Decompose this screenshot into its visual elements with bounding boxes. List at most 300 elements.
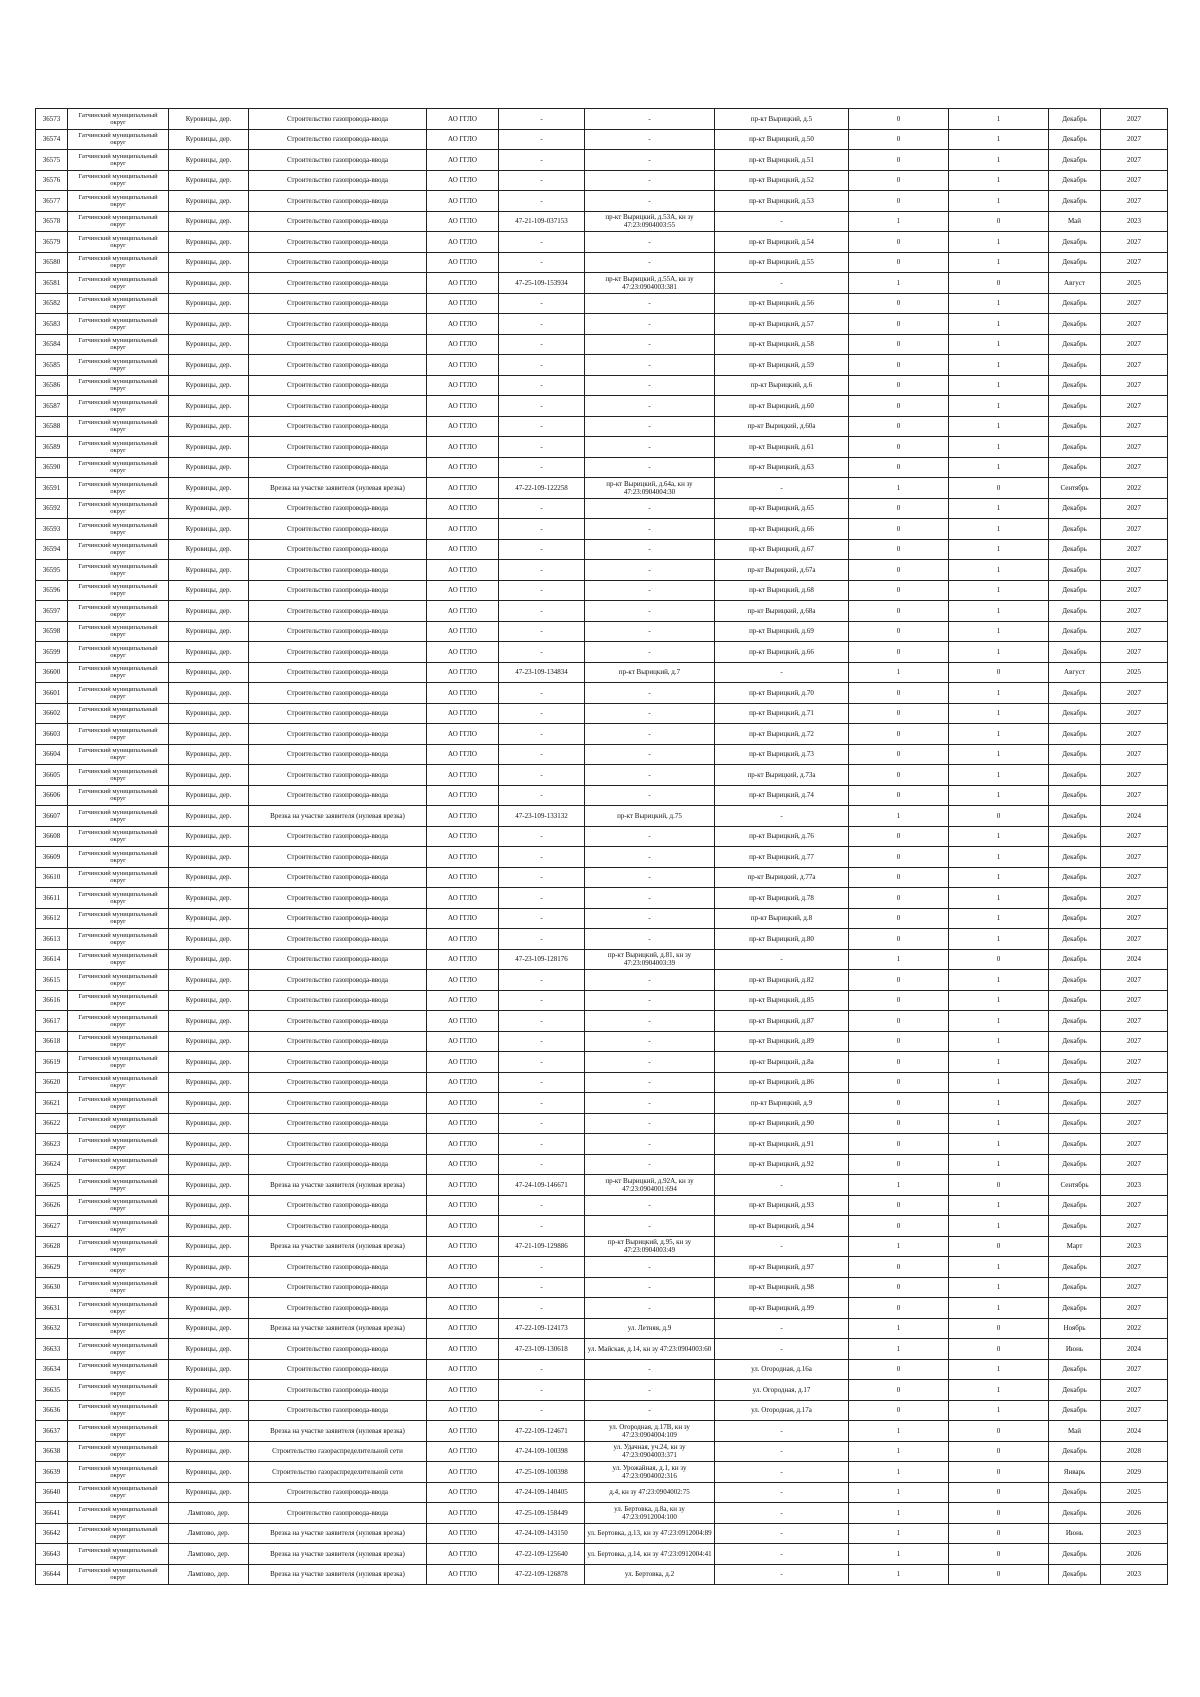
row-number-cell: 36587 [36, 396, 68, 417]
settlement-cell: Куровицы, дер. [169, 170, 249, 191]
application-number-cell: - [499, 1052, 585, 1073]
organization-cell: АО ГГЛО [427, 1134, 499, 1155]
year-cell: 2027 [1101, 1257, 1168, 1278]
table-row [36, 396, 1168, 417]
work-type-cell: Строительство газопровода-ввода [249, 293, 427, 314]
count-b-cell: 1 [949, 765, 1049, 786]
organization-cell: АО ГГЛО [427, 601, 499, 622]
planned-address-cell: - [715, 1564, 849, 1585]
count-b-cell: 1 [949, 1216, 1049, 1237]
row-number-cell: 36610 [36, 867, 68, 888]
row-number-cell: 36607 [36, 806, 68, 827]
settlement-cell: Куровицы, дер. [169, 1052, 249, 1073]
table-row [36, 785, 1168, 806]
count-b-cell: 0 [949, 806, 1049, 827]
table-row [36, 314, 1168, 335]
applicant-address-cell: - [585, 1257, 715, 1278]
count-a-cell: 0 [849, 416, 949, 437]
application-number-cell: - [499, 334, 585, 355]
application-number-cell: - [499, 396, 585, 417]
planned-address-cell: пр-кт Вырицкий, д.72 [715, 724, 849, 745]
organization-cell: АО ГГЛО [427, 1277, 499, 1298]
row-number-cell: 36612 [36, 908, 68, 929]
application-number-cell: - [499, 498, 585, 519]
work-type-cell: Строительство газопровода-ввода [249, 888, 427, 909]
table-body [36, 109, 1168, 1585]
settlement-cell: Куровицы, дер. [169, 1093, 249, 1114]
planned-address-cell: пр-кт Вырицкий, д.55 [715, 252, 849, 273]
count-b-cell: 1 [949, 1072, 1049, 1093]
applicant-address-cell: пр-кт Вырицкий, д.92А, кн зу 47:23:0904001:694 [585, 1175, 715, 1196]
organization-cell: АО ГГЛО [427, 662, 499, 683]
work-type-cell: Врезка на участке заявителя (нулевая врезка) [249, 1523, 427, 1544]
month-cell: Январь [1049, 1462, 1101, 1483]
work-type-cell: Строительство газопровода-ввода [249, 334, 427, 355]
count-a-cell: 0 [849, 396, 949, 417]
application-number-cell: - [499, 1195, 585, 1216]
table-row [36, 990, 1168, 1011]
row-number-cell: 36615 [36, 970, 68, 991]
work-type-cell: Строительство газопровода-ввода [249, 990, 427, 1011]
organization-cell: АО ГГЛО [427, 1298, 499, 1319]
month-cell: Декабрь [1049, 1482, 1101, 1503]
planned-address-cell: - [715, 1523, 849, 1544]
count-b-cell: 1 [949, 703, 1049, 724]
month-cell: Декабрь [1049, 1503, 1101, 1524]
table-row [36, 170, 1168, 191]
table-row [36, 1380, 1168, 1401]
organization-cell: АО ГГЛО [427, 1441, 499, 1462]
count-a-cell: 0 [849, 1093, 949, 1114]
work-type-cell: Строительство газопровода-ввода [249, 949, 427, 970]
work-type-cell: Строительство газопровода-ввода [249, 929, 427, 950]
planned-address-cell: пр-кт Вырицкий, д.90 [715, 1113, 849, 1134]
table-row [36, 683, 1168, 704]
row-number-cell: 36622 [36, 1113, 68, 1134]
applicant-address-cell: - [585, 990, 715, 1011]
application-number-cell: 47-23-109-128176 [499, 949, 585, 970]
table-row [36, 129, 1168, 150]
settlement-cell: Куровицы, дер. [169, 621, 249, 642]
applicant-address-cell: пр-кт Вырицкий, д.75 [585, 806, 715, 827]
application-number-cell: - [499, 888, 585, 909]
count-a-cell: 0 [849, 1359, 949, 1380]
table-row [36, 621, 1168, 642]
table-row [36, 1134, 1168, 1155]
month-cell: Август [1049, 273, 1101, 294]
year-cell: 2022 [1101, 1318, 1168, 1339]
count-b-cell: 1 [949, 826, 1049, 847]
settlement-cell: Куровицы, дер. [169, 826, 249, 847]
settlement-cell: Куровицы, дер. [169, 1400, 249, 1421]
table-row [36, 498, 1168, 519]
application-number-cell: - [499, 129, 585, 150]
year-cell: 2023 [1101, 1564, 1168, 1585]
planned-address-cell: пр-кт Вырицкий, д.78 [715, 888, 849, 909]
count-b-cell: 1 [949, 252, 1049, 273]
table-row [36, 109, 1168, 130]
planned-address-cell: - [715, 211, 849, 232]
settlement-cell: Куровицы, дер. [169, 1072, 249, 1093]
count-a-cell: 1 [849, 1236, 949, 1257]
work-type-cell: Строительство газопровода-ввода [249, 908, 427, 929]
planned-address-cell: пр-кт Вырицкий, д.93 [715, 1195, 849, 1216]
gas-connection-table [35, 108, 1168, 1585]
application-number-cell: - [499, 416, 585, 437]
applicant-address-cell: пр-кт Вырицкий, д.81, кн зу 47:23:0904003:39 [585, 949, 715, 970]
settlement-cell: Куровицы, дер. [169, 1195, 249, 1216]
count-b-cell: 0 [949, 1462, 1049, 1483]
municipality-cell: Гатчинский муниципальный округ [68, 396, 169, 417]
settlement-cell: Куровицы, дер. [169, 1216, 249, 1237]
year-cell: 2027 [1101, 334, 1168, 355]
application-number-cell: - [499, 293, 585, 314]
table-row [36, 375, 1168, 396]
table-row [36, 580, 1168, 601]
work-type-cell: Строительство газопровода-ввода [249, 642, 427, 663]
application-number-cell: - [499, 929, 585, 950]
count-b-cell: 1 [949, 1257, 1049, 1278]
application-number-cell: - [499, 170, 585, 191]
planned-address-cell: - [715, 1544, 849, 1565]
count-b-cell: 1 [949, 560, 1049, 581]
row-number-cell: 36616 [36, 990, 68, 1011]
count-a-cell: 0 [849, 293, 949, 314]
municipality-cell: Гатчинский муниципальный округ [68, 1544, 169, 1565]
settlement-cell: Куровицы, дер. [169, 416, 249, 437]
municipality-cell: Гатчинский муниципальный округ [68, 1052, 169, 1073]
work-type-cell: Строительство газопровода-ввода [249, 621, 427, 642]
count-a-cell: 0 [849, 724, 949, 745]
month-cell: Декабрь [1049, 826, 1101, 847]
settlement-cell: Куровицы, дер. [169, 683, 249, 704]
settlement-cell: Куровицы, дер. [169, 908, 249, 929]
row-number-cell: 36598 [36, 621, 68, 642]
count-b-cell: 1 [949, 232, 1049, 253]
month-cell: Декабрь [1049, 1441, 1101, 1462]
count-a-cell: 0 [849, 437, 949, 458]
work-type-cell: Врезка на участке заявителя (нулевая врезка) [249, 1544, 427, 1565]
table-row [36, 1093, 1168, 1114]
count-a-cell: 0 [849, 1113, 949, 1134]
count-a-cell: 0 [849, 1052, 949, 1073]
count-b-cell: 1 [949, 929, 1049, 950]
year-cell: 2027 [1101, 232, 1168, 253]
applicant-address-cell: - [585, 334, 715, 355]
applicant-address-cell: ул. Бертовка, д.8а, кн зу 47:23:0912004:100 [585, 1503, 715, 1524]
table-row [36, 1339, 1168, 1360]
work-type-cell: Строительство газопровода-ввода [249, 170, 427, 191]
row-number-cell: 36576 [36, 170, 68, 191]
work-type-cell: Строительство газопровода-ввода [249, 129, 427, 150]
planned-address-cell: пр-кт Вырицкий, д.65 [715, 498, 849, 519]
application-number-cell: 47-23-109-133132 [499, 806, 585, 827]
application-number-cell: - [499, 252, 585, 273]
work-type-cell: Строительство газопровода-ввода [249, 1359, 427, 1380]
count-b-cell: 1 [949, 1277, 1049, 1298]
work-type-cell: Строительство газопровода-ввода [249, 662, 427, 683]
month-cell: Декабрь [1049, 560, 1101, 581]
settlement-cell: Куровицы, дер. [169, 642, 249, 663]
count-b-cell: 0 [949, 1482, 1049, 1503]
settlement-cell: Куровицы, дер. [169, 191, 249, 212]
settlement-cell: Куровицы, дер. [169, 929, 249, 950]
application-number-cell: - [499, 109, 585, 130]
application-number-cell: - [499, 1011, 585, 1032]
month-cell: Декабрь [1049, 498, 1101, 519]
row-number-cell: 36585 [36, 355, 68, 376]
planned-address-cell: - [715, 1175, 849, 1196]
row-number-cell: 36608 [36, 826, 68, 847]
year-cell: 2027 [1101, 457, 1168, 478]
table-row [36, 273, 1168, 294]
municipality-cell: Гатчинский муниципальный округ [68, 211, 169, 232]
application-number-cell: - [499, 621, 585, 642]
planned-address-cell: пр-кт Вырицкий, д.51 [715, 150, 849, 171]
planned-address-cell: пр-кт Вырицкий, д.89 [715, 1031, 849, 1052]
organization-cell: АО ГГЛО [427, 724, 499, 745]
organization-cell: АО ГГЛО [427, 1216, 499, 1237]
work-type-cell: Строительство газопровода-ввода [249, 724, 427, 745]
count-a-cell: 0 [849, 990, 949, 1011]
count-a-cell: 0 [849, 560, 949, 581]
count-b-cell: 1 [949, 1031, 1049, 1052]
row-number-cell: 36593 [36, 519, 68, 540]
planned-address-cell: пр-кт Вырицкий, д.67 [715, 539, 849, 560]
count-a-cell: 0 [849, 150, 949, 171]
work-type-cell: Строительство газопровода-ввода [249, 539, 427, 560]
month-cell: Декабрь [1049, 908, 1101, 929]
table-row [36, 560, 1168, 581]
applicant-address-cell: - [585, 1134, 715, 1155]
year-cell: 2027 [1101, 170, 1168, 191]
applicant-address-cell: - [585, 867, 715, 888]
row-number-cell: 36588 [36, 416, 68, 437]
work-type-cell: Строительство газопровода-ввода [249, 232, 427, 253]
count-b-cell: 1 [949, 1400, 1049, 1421]
planned-address-cell: - [715, 949, 849, 970]
organization-cell: АО ГГЛО [427, 375, 499, 396]
year-cell: 2027 [1101, 1052, 1168, 1073]
municipality-cell: Гатчинский муниципальный округ [68, 232, 169, 253]
month-cell: Декабрь [1049, 765, 1101, 786]
municipality-cell: Гатчинский муниципальный округ [68, 1257, 169, 1278]
month-cell: Декабрь [1049, 990, 1101, 1011]
count-b-cell: 1 [949, 150, 1049, 171]
table-row [36, 1544, 1168, 1565]
work-type-cell: Строительство газопровода-ввода [249, 867, 427, 888]
table-row [36, 1564, 1168, 1585]
organization-cell: АО ГГЛО [427, 1482, 499, 1503]
month-cell: Март [1049, 1236, 1101, 1257]
organization-cell: АО ГГЛО [427, 1318, 499, 1339]
application-number-cell: - [499, 1134, 585, 1155]
work-type-cell: Строительство газопровода-ввода [249, 150, 427, 171]
month-cell: Декабрь [1049, 1257, 1101, 1278]
organization-cell: АО ГГЛО [427, 867, 499, 888]
application-number-cell: - [499, 1298, 585, 1319]
year-cell: 2027 [1101, 580, 1168, 601]
municipality-cell: Гатчинский муниципальный округ [68, 580, 169, 601]
month-cell: Декабрь [1049, 437, 1101, 458]
applicant-address-cell: - [585, 601, 715, 622]
count-a-cell: 0 [849, 232, 949, 253]
year-cell: 2027 [1101, 150, 1168, 171]
settlement-cell: Куровицы, дер. [169, 334, 249, 355]
work-type-cell: Строительство газопровода-ввода [249, 601, 427, 622]
year-cell: 2027 [1101, 1298, 1168, 1319]
row-number-cell: 36636 [36, 1400, 68, 1421]
count-a-cell: 1 [849, 662, 949, 683]
month-cell: Декабрь [1049, 744, 1101, 765]
work-type-cell: Строительство газопровода-ввода [249, 683, 427, 704]
table-row [36, 1400, 1168, 1421]
municipality-cell: Гатчинский муниципальный округ [68, 539, 169, 560]
organization-cell: АО ГГЛО [427, 334, 499, 355]
planned-address-cell: пр-кт Вырицкий, д.80 [715, 929, 849, 950]
application-number-cell: 47-23-109-130618 [499, 1339, 585, 1360]
settlement-cell: Лампово, дер. [169, 1503, 249, 1524]
application-number-cell: 47-22-109-122258 [499, 478, 585, 499]
applicant-address-cell: - [585, 191, 715, 212]
month-cell: Декабрь [1049, 539, 1101, 560]
municipality-cell: Гатчинский муниципальный округ [68, 1564, 169, 1585]
applicant-address-cell: - [585, 1052, 715, 1073]
application-number-cell: - [499, 1154, 585, 1175]
count-b-cell: 0 [949, 1564, 1049, 1585]
municipality-cell: Гатчинский муниципальный округ [68, 1072, 169, 1093]
planned-address-cell: пр-кт Вырицкий, д.61 [715, 437, 849, 458]
count-a-cell: 0 [849, 1195, 949, 1216]
work-type-cell: Строительство газопровода-ввода [249, 1113, 427, 1134]
applicant-address-cell: - [585, 580, 715, 601]
month-cell: Декабрь [1049, 150, 1101, 171]
planned-address-cell: пр-кт Вырицкий, д.66 [715, 642, 849, 663]
year-cell: 2027 [1101, 744, 1168, 765]
applicant-address-cell: - [585, 888, 715, 909]
municipality-cell: Гатчинский муниципальный округ [68, 601, 169, 622]
applicant-address-cell: - [585, 826, 715, 847]
count-b-cell: 1 [949, 970, 1049, 991]
work-type-cell: Строительство газопровода-ввода [249, 1298, 427, 1319]
applicant-address-cell: - [585, 1154, 715, 1175]
applicant-address-cell: - [585, 129, 715, 150]
month-cell: Декабрь [1049, 1093, 1101, 1114]
count-b-cell: 1 [949, 109, 1049, 130]
municipality-cell: Гатчинский муниципальный округ [68, 724, 169, 745]
count-a-cell: 0 [849, 1011, 949, 1032]
count-a-cell: 0 [849, 1277, 949, 1298]
table-row [36, 1154, 1168, 1175]
applicant-address-cell: - [585, 396, 715, 417]
settlement-cell: Куровицы, дер. [169, 662, 249, 683]
planned-address-cell: ул. Огородная, д.17 [715, 1380, 849, 1401]
year-cell: 2024 [1101, 1339, 1168, 1360]
row-number-cell: 36602 [36, 703, 68, 724]
month-cell: Декабрь [1049, 970, 1101, 991]
settlement-cell: Куровицы, дер. [169, 806, 249, 827]
applicant-address-cell: д.4, кн зу 47:23:0904002:75 [585, 1482, 715, 1503]
planned-address-cell: пр-кт Вырицкий, д.73а [715, 765, 849, 786]
planned-address-cell: пр-кт Вырицкий, д.58 [715, 334, 849, 355]
work-type-cell: Строительство газопровода-ввода [249, 1339, 427, 1360]
count-b-cell: 1 [949, 314, 1049, 335]
applicant-address-cell: ул. Удачная, уч.24, кн зу 47:23:0904003:371 [585, 1441, 715, 1462]
work-type-cell: Врезка на участке заявителя (нулевая врезка) [249, 1236, 427, 1257]
municipality-cell: Гатчинский муниципальный округ [68, 683, 169, 704]
settlement-cell: Куровицы, дер. [169, 109, 249, 130]
year-cell: 2027 [1101, 519, 1168, 540]
count-b-cell: 1 [949, 724, 1049, 745]
year-cell: 2027 [1101, 539, 1168, 560]
year-cell: 2027 [1101, 396, 1168, 417]
work-type-cell: Строительство газопровода-ввода [249, 437, 427, 458]
row-number-cell: 36584 [36, 334, 68, 355]
municipality-cell: Гатчинский муниципальный округ [68, 1421, 169, 1442]
municipality-cell: Гатчинский муниципальный округ [68, 498, 169, 519]
table-row [36, 1257, 1168, 1278]
application-number-cell: 47-21-109-129886 [499, 1236, 585, 1257]
settlement-cell: Куровицы, дер. [169, 847, 249, 868]
applicant-address-cell: - [585, 1031, 715, 1052]
count-a-cell: 1 [849, 1564, 949, 1585]
count-b-cell: 1 [949, 601, 1049, 622]
municipality-cell: Гатчинский муниципальный округ [68, 1298, 169, 1319]
organization-cell: АО ГГЛО [427, 211, 499, 232]
work-type-cell: Строительство газопровода-ввода [249, 1277, 427, 1298]
organization-cell: АО ГГЛО [427, 129, 499, 150]
organization-cell: АО ГГЛО [427, 744, 499, 765]
municipality-cell: Гатчинский муниципальный округ [68, 1175, 169, 1196]
row-number-cell: 36620 [36, 1072, 68, 1093]
application-number-cell: - [499, 847, 585, 868]
applicant-address-cell: - [585, 1359, 715, 1380]
month-cell: Декабрь [1049, 170, 1101, 191]
planned-address-cell: пр-кт Вырицкий, д.9 [715, 1093, 849, 1114]
planned-address-cell: - [715, 1236, 849, 1257]
settlement-cell: Куровицы, дер. [169, 867, 249, 888]
organization-cell: АО ГГЛО [427, 1421, 499, 1442]
municipality-cell: Гатчинский муниципальный округ [68, 560, 169, 581]
municipality-cell: Гатчинский муниципальный округ [68, 1380, 169, 1401]
count-b-cell: 1 [949, 355, 1049, 376]
row-number-cell: 36599 [36, 642, 68, 663]
year-cell: 2026 [1101, 1544, 1168, 1565]
work-type-cell: Строительство газопровода-ввода [249, 580, 427, 601]
planned-address-cell: пр-кт Вырицкий, д.98 [715, 1277, 849, 1298]
planned-address-cell: пр-кт Вырицкий, д.8а [715, 1052, 849, 1073]
month-cell: Декабрь [1049, 724, 1101, 745]
year-cell: 2026 [1101, 1503, 1168, 1524]
planned-address-cell: - [715, 273, 849, 294]
table-row [36, 1277, 1168, 1298]
application-number-cell: - [499, 1216, 585, 1237]
planned-address-cell: пр-кт Вырицкий, д.56 [715, 293, 849, 314]
organization-cell: АО ГГЛО [427, 1523, 499, 1544]
row-number-cell: 36633 [36, 1339, 68, 1360]
count-a-cell: 0 [849, 498, 949, 519]
applicant-address-cell: - [585, 560, 715, 581]
applicant-address-cell: - [585, 929, 715, 950]
settlement-cell: Куровицы, дер. [169, 970, 249, 991]
table-row [36, 1441, 1168, 1462]
municipality-cell: Гатчинский муниципальный округ [68, 642, 169, 663]
organization-cell: АО ГГЛО [427, 1462, 499, 1483]
applicant-address-cell: - [585, 744, 715, 765]
count-a-cell: 0 [849, 580, 949, 601]
table-row [36, 724, 1168, 745]
work-type-cell: Строительство газопровода-ввода [249, 109, 427, 130]
